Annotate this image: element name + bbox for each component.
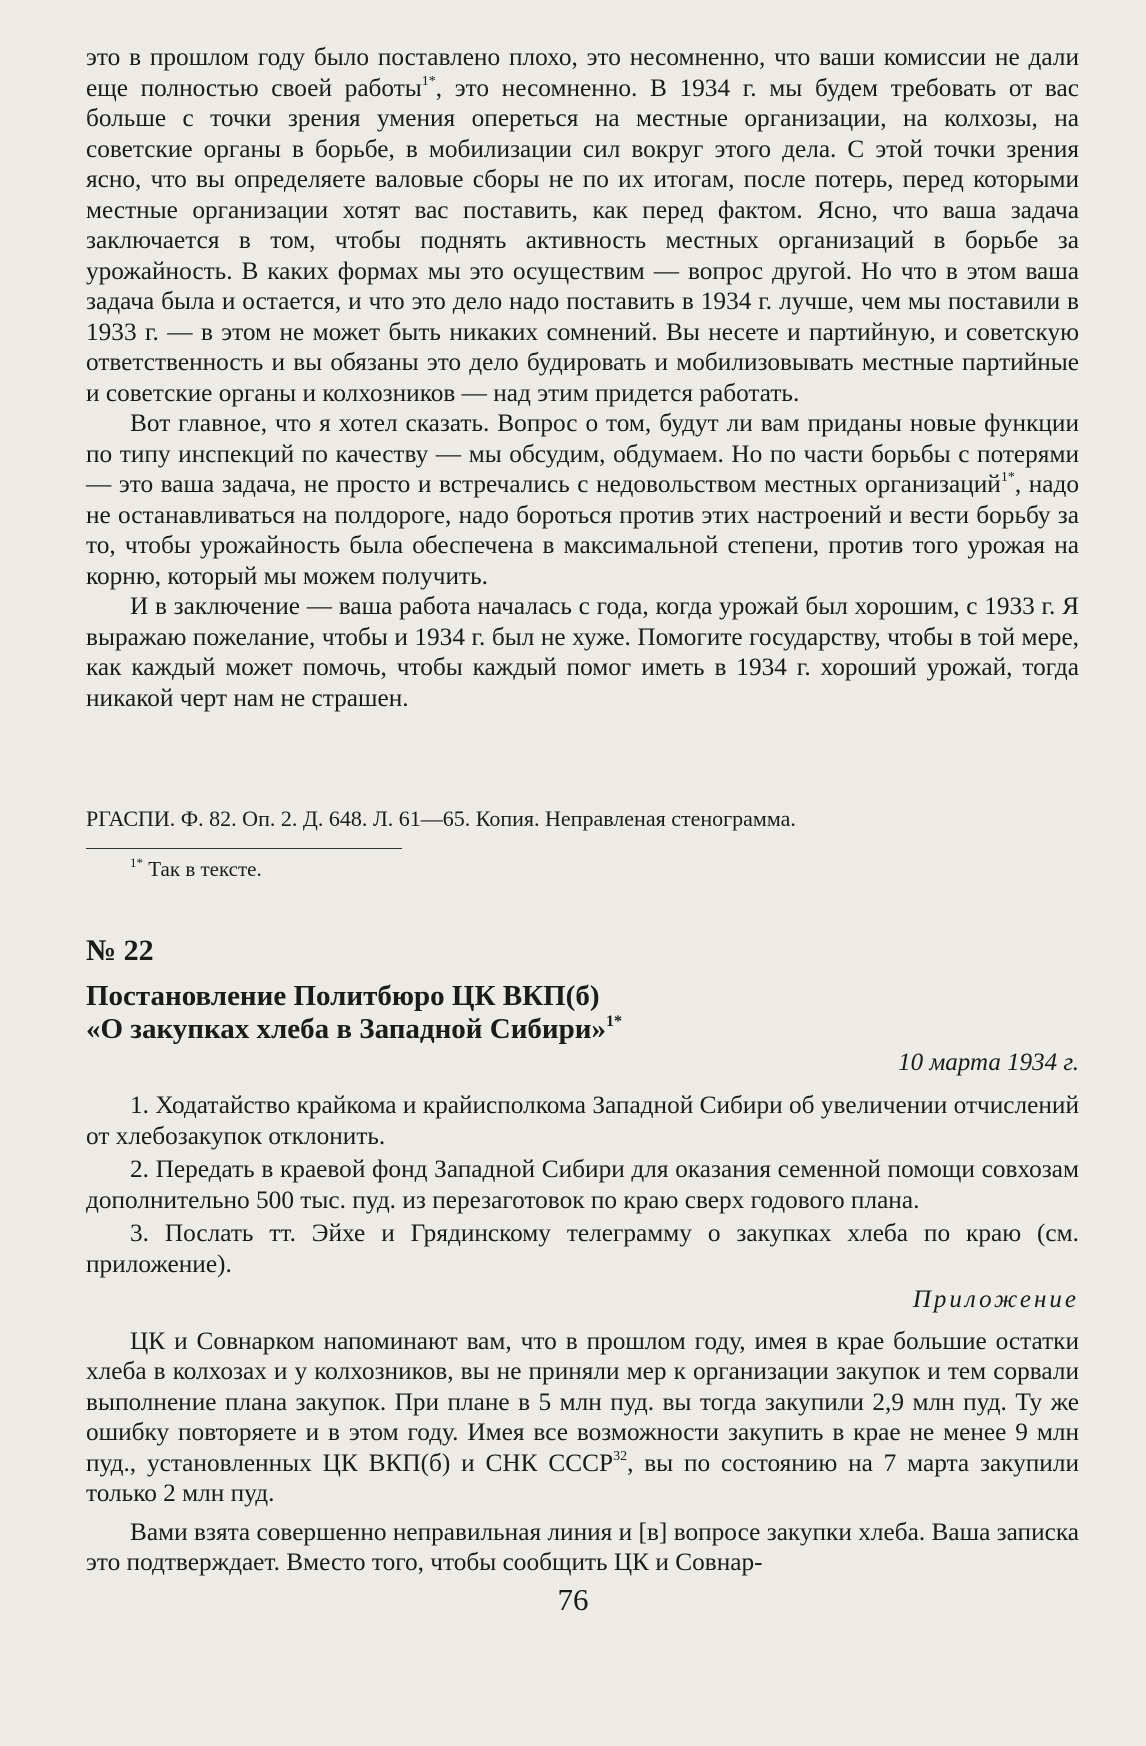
footnote <box>130 857 1030 881</box>
continued-text-block <box>86 42 1079 713</box>
archival-source: РГАСПИ. Ф. 82. Оп. 2. Д. 648. Л. 61—65. Копия. Неправленая стенограмма. <box>86 806 796 831</box>
paragraph-3: И в заключение — ваша работа началась с года, когда урожай был хорошим, с 1933 г. Я выражаю пожелание, чтобы и 1934 г. был не хуже. Помогите государству, чтобы в той мере, как каждый может помочь, чтобы каждый помог иметь в 1934 г. хороший урожай, тогда никакой черт нам не страшен. <box>86 592 1079 712</box>
footnote-divider <box>86 848 402 849</box>
document-number: № 22 <box>86 934 154 967</box>
footnote-ref: 1* <box>1000 470 1015 485</box>
resolution-item-1: 1. Ходатайство крайкома и крайисполкома Западной Сибири об увеличении отчислений от хлебозакупок отклонить. <box>86 1091 1079 1150</box>
document-title-line-1: Постановление Политбюро ЦК ВКП(б) <box>86 980 600 1012</box>
appendix-paragraph-2: Вами взята совершенно неправильная линия и [в] вопросе закупки хлеба. Ваша записка это подтверждает. Вместо того, чтобы сообщить ЦК и Совнар- <box>86 1517 1079 1576</box>
paragraph-1: это в прошлом году было поставлено плохо, это несомненно, что ваши комиссии не дали еще полностью своей работы$^{1*}$, это несомненно. В 1934 г. мы будем требовать от вас больше с точки зрения умения опереться на местные организации, на колхозы, на советские органы в борьбе, в мобилизации сил вокруг этого дела. С этой точки зрения ясно, что вы определяете валовые сборы не по их итогам, после потерь, перед которыми местные организации хотят вас поставить, как перед фактом. Ясно, что ваша задача заключается в том, чтобы поднять активность местных организаций в борьбе за урожайность. В каких формах мы это осуществим — вопрос другой. Но что в этом ваша задача была и остается, и что это дело надо поставить в 1934 г. лучше, чем мы поставили в 1933 г. — в этом не может быть никаких сомнений. Вы несете и партийную, и советскую ответственность и вы обязаны это дело будировать и мобилизовывать местные партийные и советские органы и колхозников — над этим придется работать. <box>86 43 1079 407</box>
footnote-text: Так в тексте. <box>143 857 262 881</box>
document-title-line-2: «О закупках хлеба в Западной Сибири»$^{1*}$ <box>86 1013 622 1045</box>
title-footnote-mark: 1* <box>605 1013 622 1030</box>
resolution-item-2: 2. Передать в краевой фонд Западной Сибири для оказания семенной помощи совхозам дополнительно 500 тыс. пуд. из перезаготовок по краю сверх годового плана. <box>86 1155 1079 1214</box>
paragraph-2: Вот главное, что я хотел сказать. Вопрос о том, будут ли вам приданы новые функции по типу инспекций по качеству — мы обсудим, обдумаем. Но по части борьбы с потерями — это ваша задача, не просто и встречались с недовольством местных организаций$^{1*}$, надо не останавливаться на полдороге, надо бороться против этих настроений и вести борьбу за то, чтобы урожайность была обеспечена в максимальной степени, против того урожая на корню, который мы можем получить. <box>86 409 1079 590</box>
footnote-ref: 32 <box>613 1448 628 1464</box>
appendix-paragraph-1: ЦК и Совнарком напоминают вам, что в прошлом году, имея в крае большие остатки хлеба в колхозах и у колхозников, вы не приняли мер к организации закупок и тем сорвали выполнение плана закупок. При плане в 5 млн пуд. вы тогда закупили 2,9 млн пуд. Ту же ошибку повторяете и в этом году. Имея все возможности закупить в крае не менее 9 млн пуд., установленных ЦК ВКП(б) и СНК СССР$^{32}$, вы по состоянию на 7 марта закупили только 2 млн пуд. <box>86 1326 1079 1507</box>
footnote-mark: 1* <box>130 855 143 870</box>
page-number: 76 <box>557 1582 589 1617</box>
appendix-label: Приложение <box>912 1286 1079 1313</box>
resolution-item-3: 3. Послать тт. Эйхе и Грядинскому телеграмму о закупках хлеба по краю (см. приложение). <box>86 1219 1079 1278</box>
resolution-items <box>86 1090 1079 1578</box>
document-heading <box>86 934 1079 1079</box>
document-date: 10 марта 1934 г. <box>898 1049 1079 1076</box>
footnote-ref: 1* <box>421 73 436 89</box>
